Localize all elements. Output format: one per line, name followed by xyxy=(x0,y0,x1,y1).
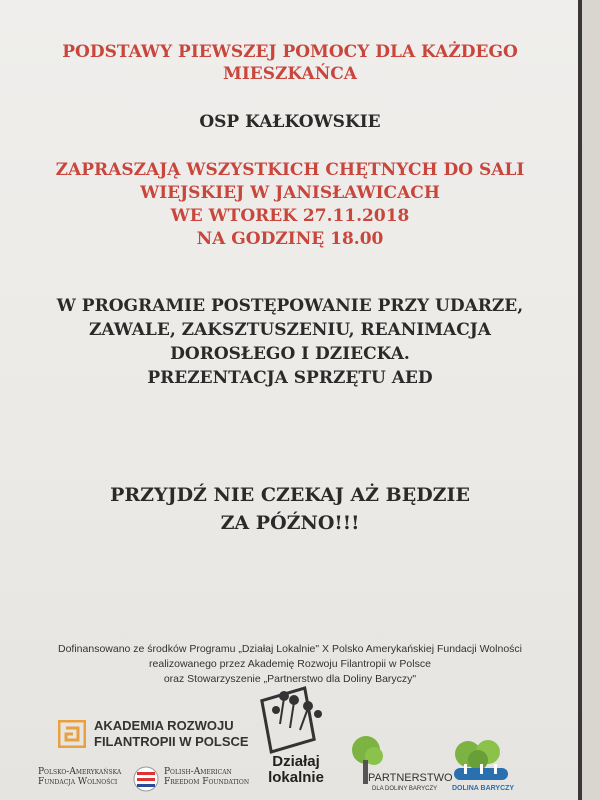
dolina-baryczy-label: DOLINA BARYCZY xyxy=(452,785,515,792)
invite-line-4: NA GODZINĘ 18.00 xyxy=(196,229,384,249)
title-line-2: MIESZKAŃCA xyxy=(223,64,357,84)
dzialaj-lokalnie-text xyxy=(258,754,334,786)
program-line-4: PREZENTACJA SPRZĘTU AED xyxy=(147,368,433,388)
dolina-baryczy-icon xyxy=(450,738,512,784)
pafw-en-line-2: Freedom Foundation xyxy=(164,777,250,787)
invite-line-1: ZAPRASZAJĄ WSZYSTKICH CHĘTNYCH DO SALI xyxy=(55,160,525,180)
pafw-en-text xyxy=(164,767,264,795)
partnerstwo-label: PARTNERSTWO xyxy=(368,772,453,784)
arf-logo xyxy=(58,718,249,752)
dzialaj-line-2: lokalnie xyxy=(268,769,324,786)
slogan-line-1: PRZYJDŹ NIE CZEKAJ AŻ BĘDZIE xyxy=(110,484,470,506)
dzialaj-line-1: Działaj xyxy=(272,753,320,770)
title-line-1: PODSTAWY PIEWSZEJ POMOCY DLA KAŻDEGO xyxy=(62,42,518,62)
footer-line-1: Dofinansowano ze środków Programu „Działaj Lokalnie" X Polsko Amerykańskiej Fundacji Wolności xyxy=(58,643,522,655)
pafw-pl-line-2: Fundacja Wolności xyxy=(38,777,118,787)
arf-line-2: FILANTROPII W POLSCE xyxy=(94,734,249,749)
organizer: OSP KAŁKOWSKIE xyxy=(199,112,381,132)
slogan-line-2: ZA PÓŹNO!!! xyxy=(220,512,360,534)
program-line-2: ZAWALE, ZAKSZTUSZENIU, REANIMACJA xyxy=(88,320,491,340)
footer-line-3: oraz Stowarzyszenie „Partnerstwo dla Doliny Baryczy" xyxy=(163,673,417,685)
arf-line-1: AKADEMIA ROZWOJU xyxy=(94,718,234,733)
pafw-pl-text xyxy=(38,767,130,795)
pafw-pl-line-1: Polsko-Amerykańska xyxy=(38,767,122,777)
partnerstwo-sub: DLA DOLINY BARYCZY xyxy=(372,786,438,792)
footer-line-2: realizowanego przez Akademię Rozwoju Filantropii w Polsce xyxy=(149,658,431,670)
program-line-3: DOROSŁEGO I DZIECKA. xyxy=(170,344,410,364)
pafw-en-line-1: Polish-American xyxy=(164,767,232,777)
flag-icon xyxy=(133,766,159,792)
program-line-1: W PROGRAMIE POSTĘPOWANIE PRZY UDARZE, xyxy=(56,296,524,316)
invite-line-2: WIEJSKIEJ W JANISŁAWICACH xyxy=(140,183,440,203)
arf-icon xyxy=(58,720,86,748)
dzialaj-lokalnie-icon xyxy=(258,684,334,756)
background-wall xyxy=(582,0,600,800)
invite-line-3: WE WTOREK 27.11.2018 xyxy=(170,206,410,226)
